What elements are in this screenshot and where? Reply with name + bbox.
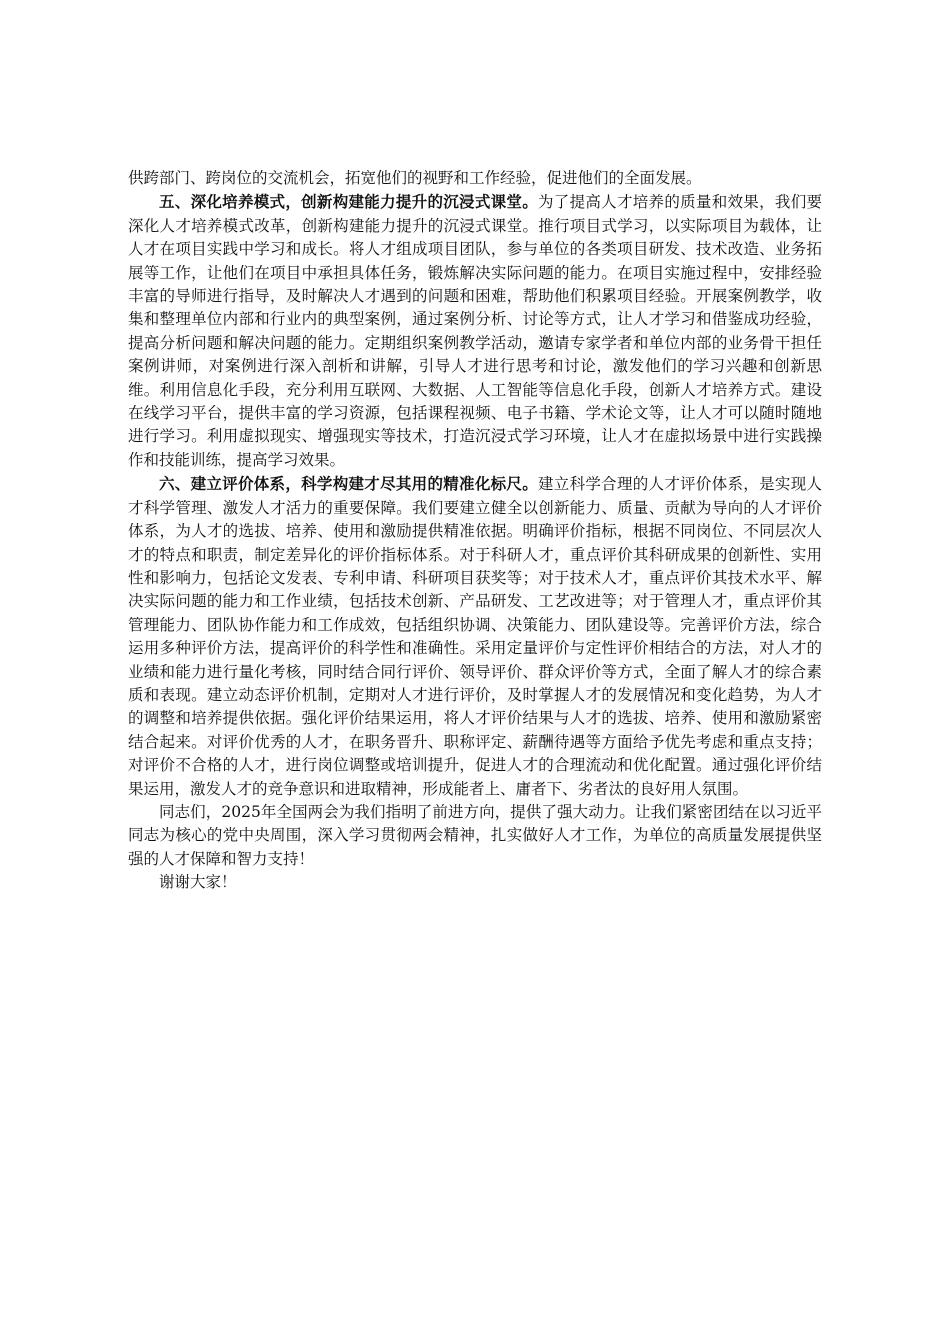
paragraph-closing <box>128 801 822 871</box>
paragraph-thanks <box>128 871 822 894</box>
paragraph-section-five <box>128 190 822 472</box>
paragraph-section-six <box>128 472 822 801</box>
paragraph-text: 供跨部门、跨岗位的交流机会，拓宽他们的视野和工作经验，促进他们的全面发展。 <box>128 169 702 187</box>
paragraph-text: 同志们，2025年全国两会为我们指明了前进方向，提供了强大动力。让我们紧密团结在以习近平同志为核心的党中央周围，深入学习贯彻两会精神，扎实做好人才工作，为单位的高质量发展提供坚强的人才保障和智力支持！ <box>128 802 822 868</box>
section-heading: 五、深化培养模式，创新构建能力提升的沉浸式课堂。 <box>159 192 539 212</box>
paragraph-continuation <box>128 167 822 190</box>
section-heading: 六、建立评价体系，科学构建才尽其用的精准化标尺。 <box>159 474 539 494</box>
document-body <box>128 167 822 895</box>
paragraph-text: 建立科学合理的人才评价体系，是实现人才科学管理、激发人才活力的重要保障。我们要建立健全以创新能力、质量、贡献为导向的人才评价体系，为人才的选拔、培养、使用和激励提供精准依据。明确评价指标，根据不同岗位、不同层次人才的特点和职责，制定差异化的评价指标体系。对于科研人才，重点评价其科研成果的创新性、实用性和影响力，包括论文发表、专利申请、科研项目获奖等；对于技术人才，重点评价其技术水平、解决实际问题的能力和工作业绩，包括技术创新、产品研发、工艺改进等；对于管理人才，重点评价其管理能力、团队协作能力和工作成效，包括组织协调、决策能力、团队建设等。完善评价方法，综合运用多种评价方法，提高评价的科学性和准确性。采用定量评价与定性评价相结合的方法，对人才的业绩和能力进行量化考核，同时结合同行评价、领导评价、群众评价等方式，全面了解人才的综合素质和表现。建立动态评价机制，定期对人才进行评价，及时掌握人才的发展情况和变化趋势，为人才的调整和培养提供依据。强化评价结果运用，将人才评价结果与人才的选拔、培养、使用和激励紧密结合起来。对评价优秀的人才，在职务晋升、职称评定、薪酬待遇等方面给予优先考虑和重点支持；对评价不合格的人才，进行岗位调整或培训提升，促进人才的合理流动和优化配置。通过强化评价结果运用，激发人才的竞争意识和进取精神，形成能者上、庸者下、劣者汰的良好用人氛围。 <box>128 475 822 798</box>
paragraph-text: 为了提高人才培养的质量和效果，我们要深化人才培养模式改革，创新构建能力提升的沉浸式课堂。推行项目式学习，以实际项目为载体，让人才在项目实践中学习和成长。将人才组成项目团队，参与单位的各类项目研发、技术改造、业务拓展等工作，让他们在项目中承担具体任务，锻炼解决实际问题的能力。在项目实施过程中，安排经验丰富的导师进行指导，及时解决人才遇到的问题和困难，帮助他们积累项目经验。开展案例教学，收集和整理单位内部和行业内的典型案例，通过案例分析、讨论等方式，让人才学习和借鉴成功经验，提高分析问题和解决问题的能力。定期组织案例教学活动，邀请专家学者和单位内部的业务骨干担任案例讲师，对案例进行深入剖析和讲解，引导人才进行思考和讨论，激发他们的学习兴趣和创新思维。利用信息化手段，充分利用互联网、大数据、人工智能等信息化手段，创新人才培养方式。建设在线学习平台，提供丰富的学习资源，包括课程视频、电子书籍、学术论文等，让人才可以随时随地进行学习。利用虚拟现实、增强现实等技术，打造沉浸式学习环境，让人才在虚拟场景中进行实践操作和技能训练，提高学习效果。 <box>128 193 822 469</box>
paragraph-text: 谢谢大家！ <box>159 873 237 892</box>
